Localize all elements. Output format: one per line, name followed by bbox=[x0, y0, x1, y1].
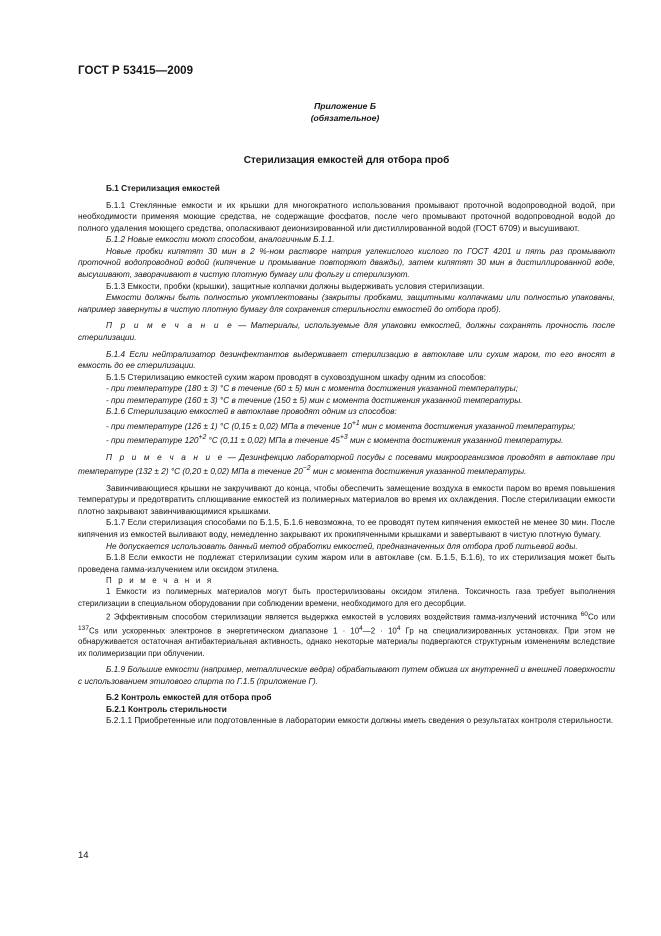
text-run: Гр на специализированных установках. При этом не обнаруживается остаточная антибактериальная активность, однако некоторые материалы подвергаются структурным изменениям вследствие их полимеризации при облучении. bbox=[78, 626, 615, 658]
standard-designation: ГОСТ Р 53415—2009 bbox=[78, 65, 194, 77]
text-run: - при температуре (126 ± 1) °C (0,15 ± 0,02) МПа в течение 10 bbox=[106, 421, 352, 431]
paragraph-not-allowed: Не допускается использовать данный метод обработки емкостей, предназначенных для отбора проб питьевой воды. bbox=[106, 541, 578, 551]
paragraph-new-stoppers: Новые пробки кипятят 30 мин в 2 %-ном растворе натрия углекислого кислого по ГОСТ 4201 и пять раз промывают проточной водопроводной водой (кипячение и промывание повторяют дважды), затем кипятят 30 мин в дистиллированной воде, высушивают, заворачивают в чистую плотную бумагу или фольгу и стерилизуют. bbox=[78, 246, 615, 280]
text-run: °C (0,11 ± 0,02) МПа в течение 45 bbox=[206, 436, 340, 445]
section-heading-b2: Б.2 Контроль емкостей для отбора проб bbox=[106, 693, 272, 703]
document-body bbox=[78, 183, 615, 727]
paragraph-b1-7: Б.1.7 Если стерилизация способами по Б.1.5, Б.1.6 невозможна, то ее проводят путем кипячения емкостей не менее 30 мин. После кипячения из емкостей выливают воду, немедленно закрывают их прокипяченными крышками и завертывают в чистую плотную бумагу. bbox=[78, 518, 615, 539]
superscript: +2 bbox=[198, 434, 207, 442]
annex-heading bbox=[240, 100, 450, 124]
text-run: мин с момента достижения указанной температуры; bbox=[359, 421, 576, 431]
text-run: 2 Эффективным способом стерилизации является выдержка емкостей в условиях воздействия гамма-излучений источника bbox=[106, 612, 581, 622]
annex-status: (обязательное) bbox=[310, 113, 380, 123]
text-run: мин с момента достижения указанной температуры. bbox=[310, 467, 527, 477]
paragraph-b1-3: Б.1.3 Емкости, пробки (крышки), защитные колпачки должны выдерживать условия стерилизации. bbox=[106, 281, 485, 291]
paragraph-b2-1-1: Б.2.1.1 Приобретенные или подготовленные в лаборатории емкости должны иметь сведения о результатах контроля стерильности. bbox=[106, 716, 614, 726]
paragraph-b1-9: Б.1.9 Большие емкости (например, металлические ведра) обрабатывают путем обжига их внутренней и внешней поверхности с использованием этилового спирта по Г.1.5 (приложение Г). bbox=[78, 665, 615, 686]
note-packaging bbox=[78, 320, 615, 343]
superscript: +3 bbox=[339, 434, 348, 442]
note-1: 1 Емкости из полимерных материалов могут быть простерилизованы оксидом этилена. Токсичность газа требует выполнения стерилизации в специальном оборудовании при соблюдении времени, необходимого для его десорбции. bbox=[78, 587, 615, 608]
note-label: П р и м е ч а н и е bbox=[106, 452, 225, 462]
paragraph-b1-6: Б.1.6 Стерилизацию емкостей в автоклаве проводят одним из способов: bbox=[106, 407, 397, 417]
superscript: −2 bbox=[302, 465, 311, 473]
paragraph-b1-8: Б.1.8 Если емкости не подлежат стерилизации сухим жаром или в автоклаве (см. Б.1.5, Б.1.6), то их стерилизация может быть проведена гамма-излучением или оксидом этилена. bbox=[78, 553, 615, 574]
page-number: 14 bbox=[78, 850, 89, 861]
paragraph-containers-complete: Емкости должны быть полностью укомплектованы (закрыты пробками, защитными колпачками или полностью упакованы, например завернуты в чистую плотную бумагу для сохранения стерильности емкостей до отбора проб). bbox=[78, 293, 615, 314]
note-text: — Материалы, используемые для упаковки емкостей, должны сохранять прочность после стерилизации. bbox=[78, 321, 615, 342]
list-item-autoclave-120 bbox=[78, 432, 615, 446]
note-disinfection bbox=[78, 452, 615, 478]
superscript: 4 bbox=[396, 624, 401, 632]
note-2 bbox=[78, 609, 615, 659]
superscript: 4 bbox=[359, 624, 363, 632]
annex-title: Приложение Б bbox=[314, 101, 376, 111]
list-item-autoclave-126 bbox=[78, 418, 615, 432]
notes-label: П р и м е ч а н и я bbox=[106, 576, 214, 586]
paragraph-b1-5: Б.1.5 Стерилизацию емкостей сухим жаром проводят в суховоздушном шкафу одним из способов: bbox=[106, 372, 486, 382]
text-run: Co или bbox=[587, 612, 615, 622]
paragraph-b1-1: Б.1.1 Стеклянные емкости и их крышки для многократного использования промывают проточной водопроводной водой, при необходимости применяя моющие средства, не содержащие фосфатов, после чего промывают проточной водопроводной водой до полного удаления моющего средства, ополаскивают деионизированной или дистиллированной водой (ГОСТ 6709) и высушивают. bbox=[78, 200, 615, 233]
section-heading-b2-1: Б.2.1 Контроль стерильности bbox=[106, 704, 227, 714]
superscript: 137 bbox=[78, 624, 89, 632]
list-item-dry-heat-180: - при температуре (180 ± 3) °C в течение (60 ± 5) мин с момента достижения указанной температуры; bbox=[106, 384, 518, 394]
paragraph-b1-2: Б.1.2 Новые емкости моют способом, аналогичным Б.1.1. bbox=[106, 235, 335, 245]
superscript: 60 bbox=[580, 610, 588, 618]
text-run: - при температуре 120 bbox=[106, 436, 199, 445]
text-run: Cs или ускоренных электронов в энергетическом диапазоне 1 · 10 bbox=[88, 626, 360, 636]
notes-block bbox=[78, 575, 615, 659]
annex-main-title: Стерилизация емкостей для отбора проб bbox=[243, 155, 450, 166]
superscript: +1 bbox=[351, 419, 360, 427]
list-item-dry-heat-160: - при температуре (160 ± 3) °C в течение (150 ± 5) мин с момента достижения указанной температуры. bbox=[106, 395, 523, 405]
text-run: —2 · 10 bbox=[362, 626, 397, 636]
note-label: П р и м е ч а н и е bbox=[106, 321, 234, 331]
paragraph-b1-4: Б.1.4 Если нейтрализатор дезинфектантов выдерживает стерилизацию в автоклаве или сухим жаром, то его вносят в емкость до ее стерилизации. bbox=[78, 349, 615, 371]
paragraph-screw-caps: Завинчивающиеся крышки не закручивают до конца, чтобы обеспечить замещение воздуха в емкости паром во время повышения температуры и предотвратить сплющивание емкостей из полимерных материалов во время их охлаждения. После стерилизации емкости плотно закрывают завинчивающимися крышками. bbox=[78, 483, 615, 516]
text-run: — Дезинфекцию лабораторной посуды с посевами микроорганизмов проводят в автоклаве при температуре (132 ± 2) °C (0,20 ± 0,02) МПа в течение 20 bbox=[78, 452, 616, 477]
text-run: мин с момента достижения указанной температуры. bbox=[347, 436, 564, 445]
section-heading-b1: Б.1 Стерилизация емкостей bbox=[106, 184, 220, 193]
